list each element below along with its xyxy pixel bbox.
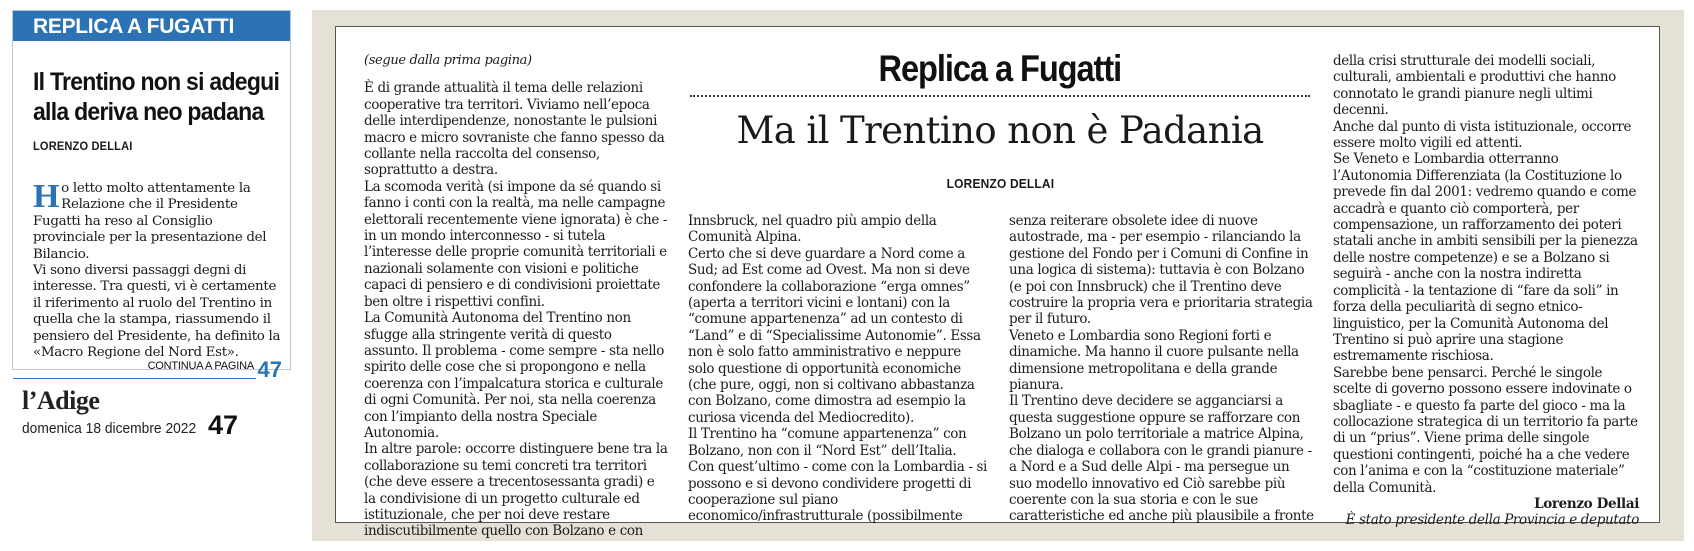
paragraph: Certo che si deve guardare a Nord come a Sud; ad Est come ad Ovest. Ma non si deve confondere la collaborazione “erga omnes” (aperta a territori vicini e lontani) con la “comune appartenenza” ad un contesto di “Land” e di “Specialissime Autonomie”. Essa non è solo fatto amministrativo e neppure solo questione di opportunità economiche (che pure, oggi, non si coltivano abbastanza con Bolzano, come dimostra ad esempio la curiosa vicenda del Mediocredito). xyxy=(688,245,981,426)
paragraph: Veneto e Lombardia sono Regioni forti e dinamiche. Ma hanno il cuore pulsante nella dimensione metropolitana e della grande pianura. xyxy=(1009,327,1299,394)
paragraph: La scomoda verità (si impone da sé quando si fanno i conti con la realtà, ma nelle campagne elettorali recentemente viene ignorata) è che - in un mondo interconnesso - si tutela l’interesse delle proprie comunità territoriali e nazionali solamente con visioni e politiche capaci di pensiero e di condivisioni proiettate ben oltre i rispettivi confini. xyxy=(364,178,668,310)
continue-label: CONTINUA A PAGINA xyxy=(147,360,254,372)
page-number: 47 xyxy=(208,410,239,440)
author-signature: Lorenzo Dellai xyxy=(1534,495,1639,512)
continued-note: (segue dalla prima pagina) xyxy=(364,53,532,68)
masthead xyxy=(22,386,282,446)
dotted-divider xyxy=(690,95,1310,97)
paper-logo: l’Adige xyxy=(22,386,100,415)
paragraph: Sarebbe bene pensarci. Perché le singole scelte di governo possono essere indovinate o sbagliate - e questo fa parte del gioco - ma la collocazione strategica di un territorio fa parte di un “prius”. Viene prima delle singole questioni contingenti, poiché ha a che vedere con l’anima e con la “costituzione materiale” della Comunità. xyxy=(1333,364,1638,496)
paragraph: Il Trentino deve decidere se agganciarsi a questa suggestione oppure se rafforzare con Bolzano un polo territoriale a matrice Alpina, che dialoga e collabora con le grandi pianure - a Nord e a Sud delle Alpi - ma persegue un suo modello innovativo ed Ciò sarebbe più coerente con la sua storia e con le sue caratteristiche ed anche più plausibile a fronte xyxy=(1009,393,1314,525)
article-column-4 xyxy=(1333,53,1639,529)
article-column-2 xyxy=(688,213,988,525)
article-column-1 xyxy=(364,53,669,540)
paragraph: È di grande attualità il tema delle relazioni cooperative tra territori. Viviamo nell’epoca delle interdipendenze, nonostante le pulsioni macro e micro sovraniste che fanno spesso da collante nella raccolta del consenso, soprattutto a destra. xyxy=(364,80,665,179)
teaser-section-tag: REPLICA A FUGATTI xyxy=(13,11,290,41)
paragraph: della crisi strutturale dei modelli sociali, culturali, ambientali e produttivi che hanno connotato le grandi pianure negli ultimi decenni. xyxy=(1333,53,1616,119)
author-role: È stato presidente della Provincia e deputato xyxy=(1345,512,1639,529)
article-byline: LORENZO DELLAI xyxy=(946,176,1054,191)
paragraph: Il Trentino ha “comune appartenenza” con Bolzano, non con il “Nord Est” dell’Italia. xyxy=(688,426,967,459)
paragraph: Innsbruck, nel quadro più ampio della Comunità Alpina. xyxy=(688,213,937,246)
front-page-teaser xyxy=(12,10,291,382)
article-clipping xyxy=(335,26,1660,540)
continue-link[interactable] xyxy=(13,349,292,383)
article-title: Ma il Trentino non è Padania xyxy=(736,109,1264,152)
paragraph: Con quest’ultimo - come con la Lombardia - si possono e si devono condividere progetti di cooperazione sul piano economico/infrastrutturale (possibilmente xyxy=(688,459,988,525)
article-column-3 xyxy=(1009,213,1314,525)
teaser-headline[interactable]: Il Trentino non si adegui alla deriva neo padana xyxy=(33,68,280,126)
issue-date: domenica 18 dicembre 2022 xyxy=(22,420,197,437)
paragraph: Se Veneto e Lombardia otterranno l’Autonomia Differenziata (la Costituzione lo prevede fin dal 2001: vedremo quando e come accadrà e quanto ciò comporterà, per compensazione, un rafforzamento dei poteri statali anche in ambiti sensibili per la pienezza delle nostre competenze) e se a Bolzano si seguirà - anche con la nostra indiretta complicità - la tentazione di “fare da soli” in forza della peculiarità di segno etnico-linguistico, per la Comunità Autonoma del Trentino si può aprire una stagione estremamente rischiosa. xyxy=(1333,151,1638,365)
teaser-author: LORENZO DELLAI xyxy=(33,139,133,153)
paragraph: La Comunità Autonoma del Trentino non sfugge alla stringente verità di questo assunto. Il problema - come sempre - sta nello spirito delle cose che si propongono e nella coerenza con l’impalcatura storica e culturale di ogni Comunità. Per noi, sta nella coerenza con l’impianto della nostra Speciale Autonomia. xyxy=(364,310,665,441)
article-kicker: Replica a Fugatti xyxy=(878,48,1122,89)
paragraph: senza reiterare obsolete idee di nuove autostrade, ma - per esempio - rilanciando la gestione del Fondo per i Comuni di Confine in una logica di sistema): tuttavia è con Bolzano (e poi con Innsbruck) che il Trentino deve costruire la propria vera e prioritaria strategia per il futuro. xyxy=(1009,213,1313,328)
article-panel xyxy=(312,10,1684,541)
article-header xyxy=(688,47,1312,192)
teaser-paragraph: Ho letto molto attentamente la Relazione che il Presidente Fugatti ha reso al Consiglio provinciale per la presentazione del Bilancio. xyxy=(33,178,267,262)
paragraph: Anche dal punto di vista istituzionale, occorre essere molto vigili ed attenti. xyxy=(1333,118,1632,152)
teaser-paragraph: Vi sono diversi passaggi degni di interesse. Tra questi, vi è certamente il riferimento al ruolo del Trentino in quella che la stampa, riassumendo il pensiero del Presidente, ha definito la «Macro Regione del Nord Est». xyxy=(33,263,281,361)
teaser-dropcap: H xyxy=(33,178,60,215)
continue-rule xyxy=(13,378,256,379)
paragraph: In altre parole: occorre distinguere bene tra la collaborazione su temi concreti tra territori (che deve essere a trecentosessanta gradi) e la condivisione di un progetto culturale ed istituzionale, che per noi deve restare indiscutibilmente quello con Bolzano e con xyxy=(364,441,668,540)
continue-page-number[interactable]: 47 xyxy=(257,357,282,382)
teaser-body xyxy=(33,178,285,361)
